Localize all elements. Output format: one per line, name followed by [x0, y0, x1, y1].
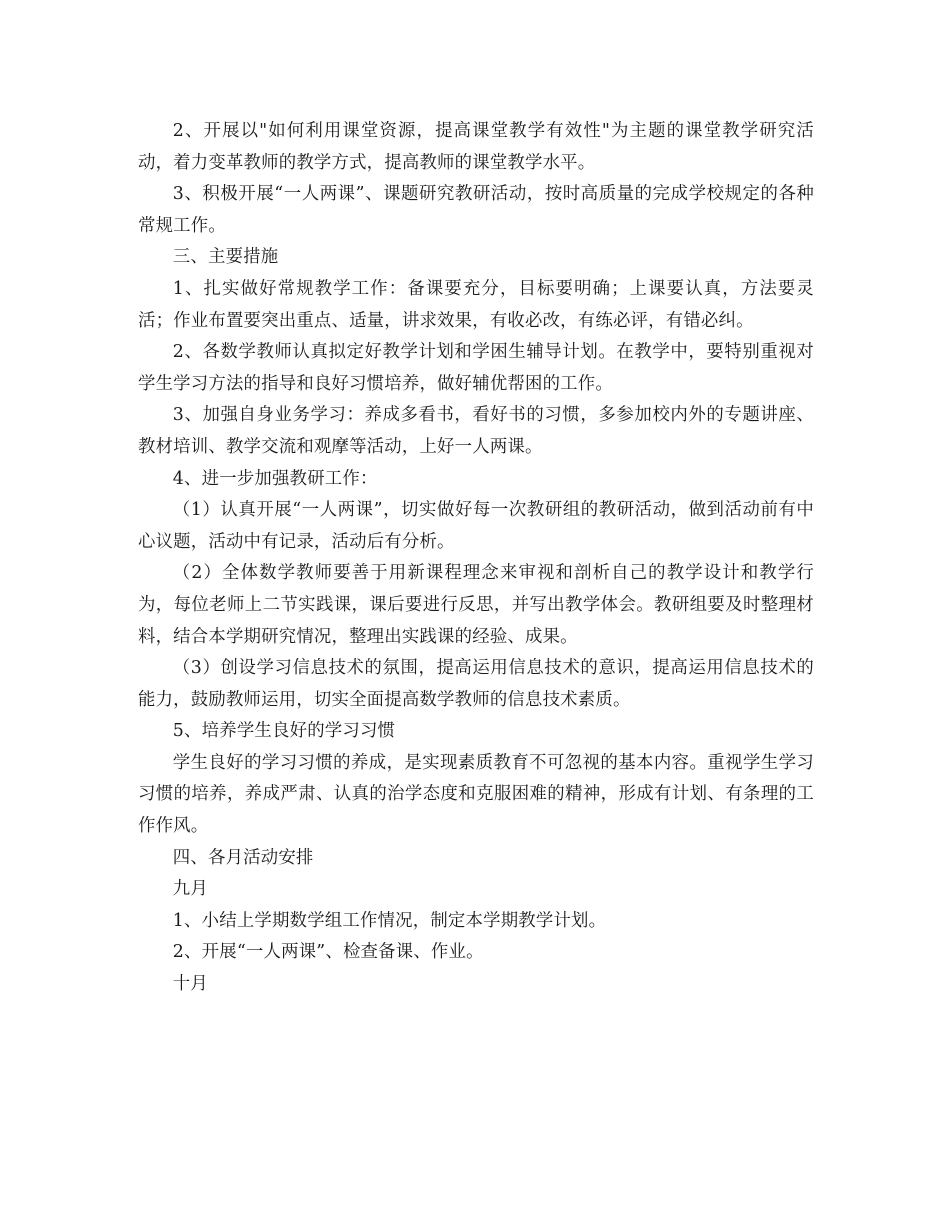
paragraph-activity-3: 3、积极开展“一人两课”、课题研究教研活动，按时高质量的完成学校规定的各种常规工作。 [138, 184, 814, 236]
paragraph-subitem-2: （2）全体数学教师要善于用新课程理念来审视和剖析自己的教学设计和教学行为，每位老师上二节实践课，课后要进行反思，并写出教学体会。教研组要及时整理材料，结合本学期研究情况，整理出实践课的经验、成果。 [138, 563, 814, 647]
paragraph-subitem-1: （1）认真开展“一人两课”，切实做好每一次教研组的教研活动，做到活动前有中心议题，活动中有记录，活动后有分析。 [138, 500, 814, 552]
paragraph-measure-3: 3、加强自身业务学习：养成多看书，看好书的习惯，多参加校内外的专题讲座、教材培训、教学交流和观摩等活动，上好一人两课。 [138, 405, 814, 457]
section-heading-measures: 三、主要措施 [172, 247, 279, 268]
section-heading-monthly-schedule: 四、各月活动安排 [172, 847, 314, 868]
month-label-october: 十月 [172, 974, 208, 995]
paragraph-activity-2: 2、开展以"如何利用课堂资源，提高课堂教学有效性"为主题的课堂教学研究活动，着力变革教师的教学方式，提高教师的课堂教学水平。 [138, 121, 814, 173]
month-label-september: 九月 [172, 879, 208, 900]
paragraph-measure-2: 2、各数学教师认真拟定好教学计划和学困生辅导计划。在教学中，要特别重视对学生学习方法的指导和良好习惯培养，做好辅优帮困的工作。 [138, 342, 814, 394]
paragraph-subitem-3: （3）创设学习信息技术的氛围，提高运用信息技术的意识，提高运用信息技术的能力，鼓励教师运用，切实全面提高数学教师的信息技术素质。 [138, 658, 814, 710]
document-body [138, 116, 814, 1001]
paragraph-measure-4: 4、进一步加强教研工作： [172, 468, 378, 489]
paragraph-habits: 学生良好的学习习惯的养成，是实现素质教育不可忽视的基本内容。重视学生学习习惯的培养，养成严肃、认真的治学态度和克服困难的精神，形成有计划、有条理的工作作风。 [138, 752, 814, 837]
paragraph-measure-5: 5、培养学生良好的学习习惯 [172, 721, 396, 742]
september-item-2: 2、开展“一人两课”、检查备课、作业。 [172, 942, 484, 963]
september-item-1: 1、小结上学期数学组工作情况，制定本学期教学计划。 [172, 910, 607, 931]
paragraph-measure-1: 1、扎实做好常规教学工作：备课要充分，目标要明确；上课要认真，方法要灵活；作业布置要突出重点、适量，讲求效果，有收必改，有练必评，有错必纠。 [138, 278, 814, 331]
